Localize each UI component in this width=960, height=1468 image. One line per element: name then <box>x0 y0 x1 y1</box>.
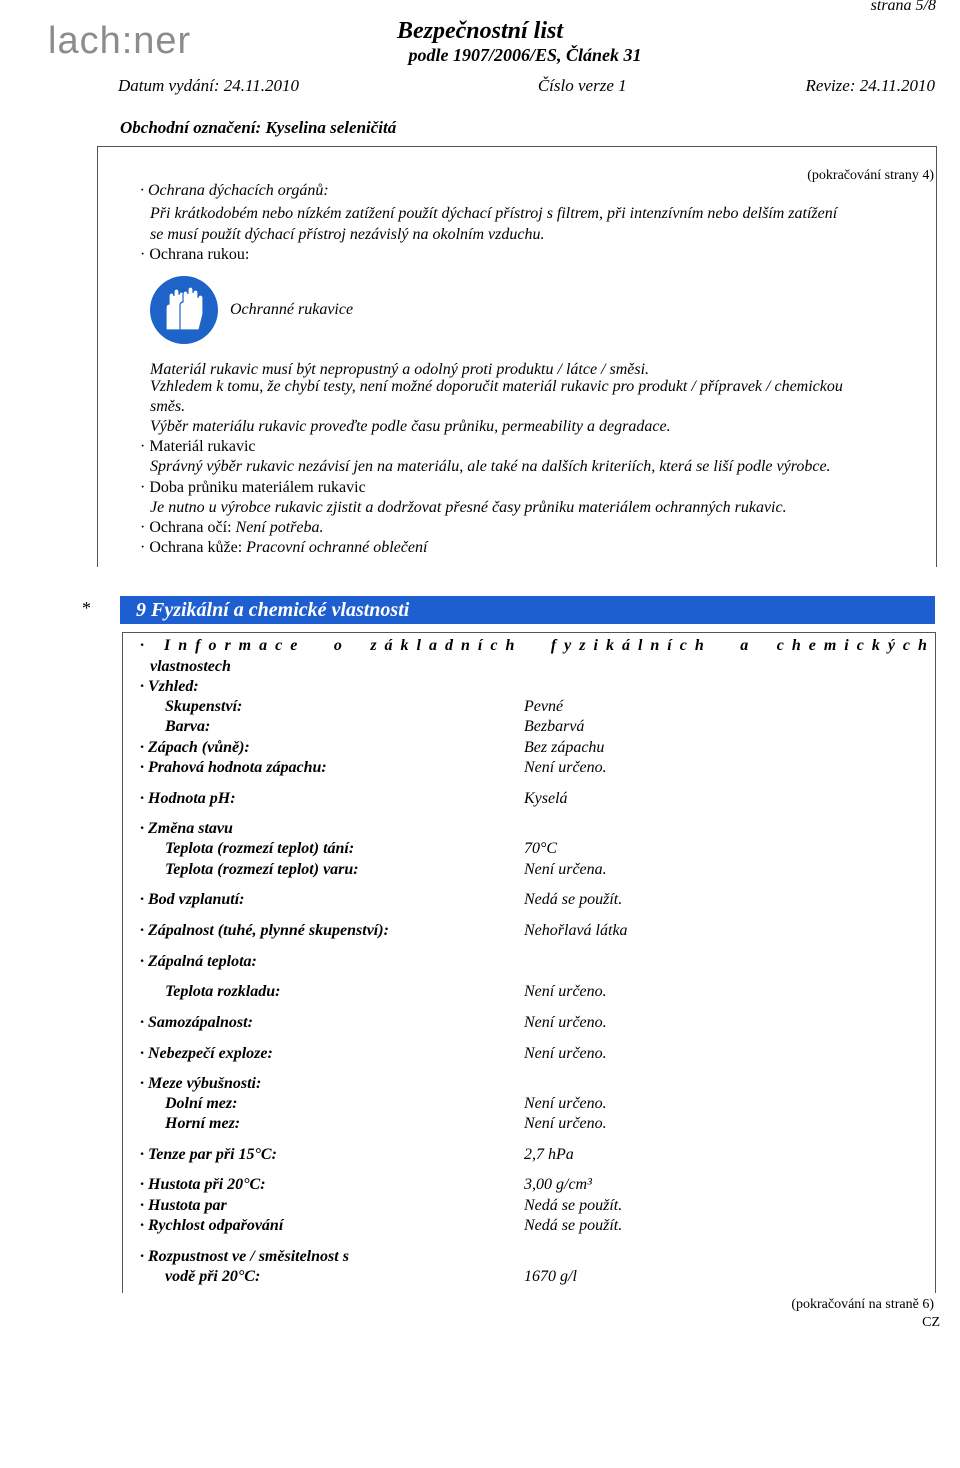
property-value: Nedá se použít. <box>524 1217 623 1234</box>
property-value: 70°C <box>524 840 558 857</box>
revision-date: Revize: 24.11.2010 <box>805 76 935 95</box>
breakthrough-time-title: · Doba průniku materiálem rukavic <box>140 479 366 496</box>
property-label: Barva: <box>165 718 211 735</box>
property-value: Není určeno. <box>524 1095 607 1112</box>
issue-date: Datum vydání: 24.11.2010 <box>118 76 299 95</box>
property-label: · Hustota při 20°C: <box>140 1176 266 1193</box>
page-number: strana 5/8 <box>870 0 936 14</box>
protective-gloves-icon <box>150 276 218 344</box>
property-value: Není určeno. <box>524 1115 607 1132</box>
property-value: Není určeno. <box>524 1045 607 1062</box>
skin-protection-value: Pracovní ochranné oblečení <box>242 539 428 556</box>
version-number: Číslo verze 1 <box>537 76 627 95</box>
section-9-title: 9 Fyzikální a chemické vlastnosti <box>136 599 410 621</box>
glove-text-1: Materiál rukavic musí být nepropustný a odolný proti produktu / látce / směsi. <box>150 361 650 378</box>
glove-text-3: směs. <box>150 398 186 415</box>
section-9-heading <box>120 596 935 624</box>
property-label: · Nebezpečí exploze: <box>140 1045 273 1062</box>
property-value: Není určeno. <box>524 1014 607 1031</box>
property-label: Dolní mez: <box>165 1095 238 1112</box>
intro-word: chemických <box>776 637 935 654</box>
document-title: Bezpečnostní list <box>396 18 564 44</box>
property-value: Není určena. <box>524 861 607 878</box>
property-value: Pevné <box>524 698 564 715</box>
intro-word: · Informace <box>140 637 306 654</box>
property-value: Bez zápachu <box>524 739 605 756</box>
property-value: Kyselá <box>524 790 568 807</box>
glove-material-text: Správný výběr rukavic nezávisí jen na materiálu, ale také na dalších kriteriích, která se liší podle výrobce. <box>150 458 831 475</box>
property-label: Teplota rozkladu: <box>165 983 281 1000</box>
property-value: Není určeno. <box>524 759 607 776</box>
glove-material-title: · Materiál rukavic <box>140 438 256 455</box>
eye-protection-value: Není potřeba. <box>231 519 324 536</box>
document-subtitle: podle 1907/2006/ES, Článek 31 <box>408 45 642 65</box>
property-label: · Samozápalnost: <box>140 1014 253 1031</box>
skin-protection <box>140 539 427 557</box>
property-value: Bezbarvá <box>524 718 585 735</box>
property-label: · Zápalná teplota: <box>140 953 257 970</box>
property-label: · Změna stavu <box>140 820 233 837</box>
breakthrough-time-text: Je nutno u výrobce rukavic zjistit a dodržovat přesné časy průniku materiálem ochranných rukavic. <box>150 499 787 516</box>
language-code: CZ <box>922 1315 940 1330</box>
glove-text-4: Výběr materiálu rukavic proveďte podle času průniku, permeability a degradace. <box>150 418 671 435</box>
property-value: 3,00 g/cm³ <box>524 1176 592 1193</box>
trade-name: Obchodní označení: Kyselina seleničitá <box>120 118 397 137</box>
property-label: Skupenství: <box>165 698 243 715</box>
eye-protection <box>140 519 324 537</box>
property-label: vodě při 20°C: <box>165 1268 261 1285</box>
property-label: · Rozpustnost ve / směsitelnost s <box>140 1248 349 1265</box>
respiratory-protection-text-1: Při krátkodobém nebo nízkém zatížení použít dýchací přístroj s filtrem, při intenzívním nebo delším zatížení <box>150 205 838 222</box>
respiratory-protection-title: · Ochrana dýchacích orgánů: <box>140 182 329 199</box>
skin-protection-label: · Ochrana kůže: <box>140 539 243 556</box>
property-label: · Tenze par při 15°C: <box>140 1146 277 1163</box>
continued-from-note: (pokračování strany 4) <box>807 168 934 183</box>
header-meta <box>118 76 935 96</box>
property-value: 1670 g/l <box>524 1268 577 1285</box>
company-logo: lach:ner <box>48 20 192 62</box>
respiratory-protection-text-2: se musí použít dýchací přístroj nezávislý na okolním vzduchu. <box>150 226 545 243</box>
property-label: Teplota (rozmezí teplot) varu: <box>165 861 359 878</box>
property-label: · Meze výbušnosti: <box>140 1075 262 1092</box>
property-value: Nedá se použít. <box>524 891 623 908</box>
property-label: · Hodnota pH: <box>140 790 236 807</box>
glove-caption: Ochranné rukavice <box>230 301 354 318</box>
continued-to-note: (pokračování na straně 6) <box>791 1297 934 1312</box>
basic-properties-intro <box>140 637 935 655</box>
hand-protection-title: · Ochrana rukou: <box>140 246 250 263</box>
property-value: Nehořlavá látka <box>524 922 628 939</box>
property-label: · Zápalnost (tuhé, plynné skupenství): <box>140 922 389 939</box>
glove-text-2: Vzhledem k tomu, že chybí testy, není možné doporučit materiál rukavic pro produkt / přípravek / chemickou <box>150 378 843 395</box>
property-value: Není určeno. <box>524 983 607 1000</box>
property-label: Teplota (rozmezí teplot) tání: <box>165 840 355 857</box>
eye-protection-label: · Ochrana očí: <box>140 519 232 536</box>
intro-word: základních <box>370 637 523 654</box>
change-marker: * <box>82 598 91 618</box>
property-label: Horní mez: <box>165 1115 241 1132</box>
intro-word: a <box>740 637 749 654</box>
property-label: · Vzhled: <box>140 678 199 695</box>
intro-word: o <box>333 637 342 654</box>
intro-line-2: vlastnostech <box>150 658 231 675</box>
intro-word: fyzikálních <box>550 637 712 654</box>
property-label: · Bod vzplanutí: <box>140 891 245 908</box>
property-label: · Rychlost odpařování <box>140 1217 284 1234</box>
property-label: · Zápach (vůně): <box>140 739 250 756</box>
property-value: Nedá se použít. <box>524 1197 623 1214</box>
property-value: 2,7 hPa <box>524 1146 574 1163</box>
property-label: · Hustota par <box>140 1197 227 1214</box>
property-label: · Prahová hodnota zápachu: <box>140 759 327 776</box>
